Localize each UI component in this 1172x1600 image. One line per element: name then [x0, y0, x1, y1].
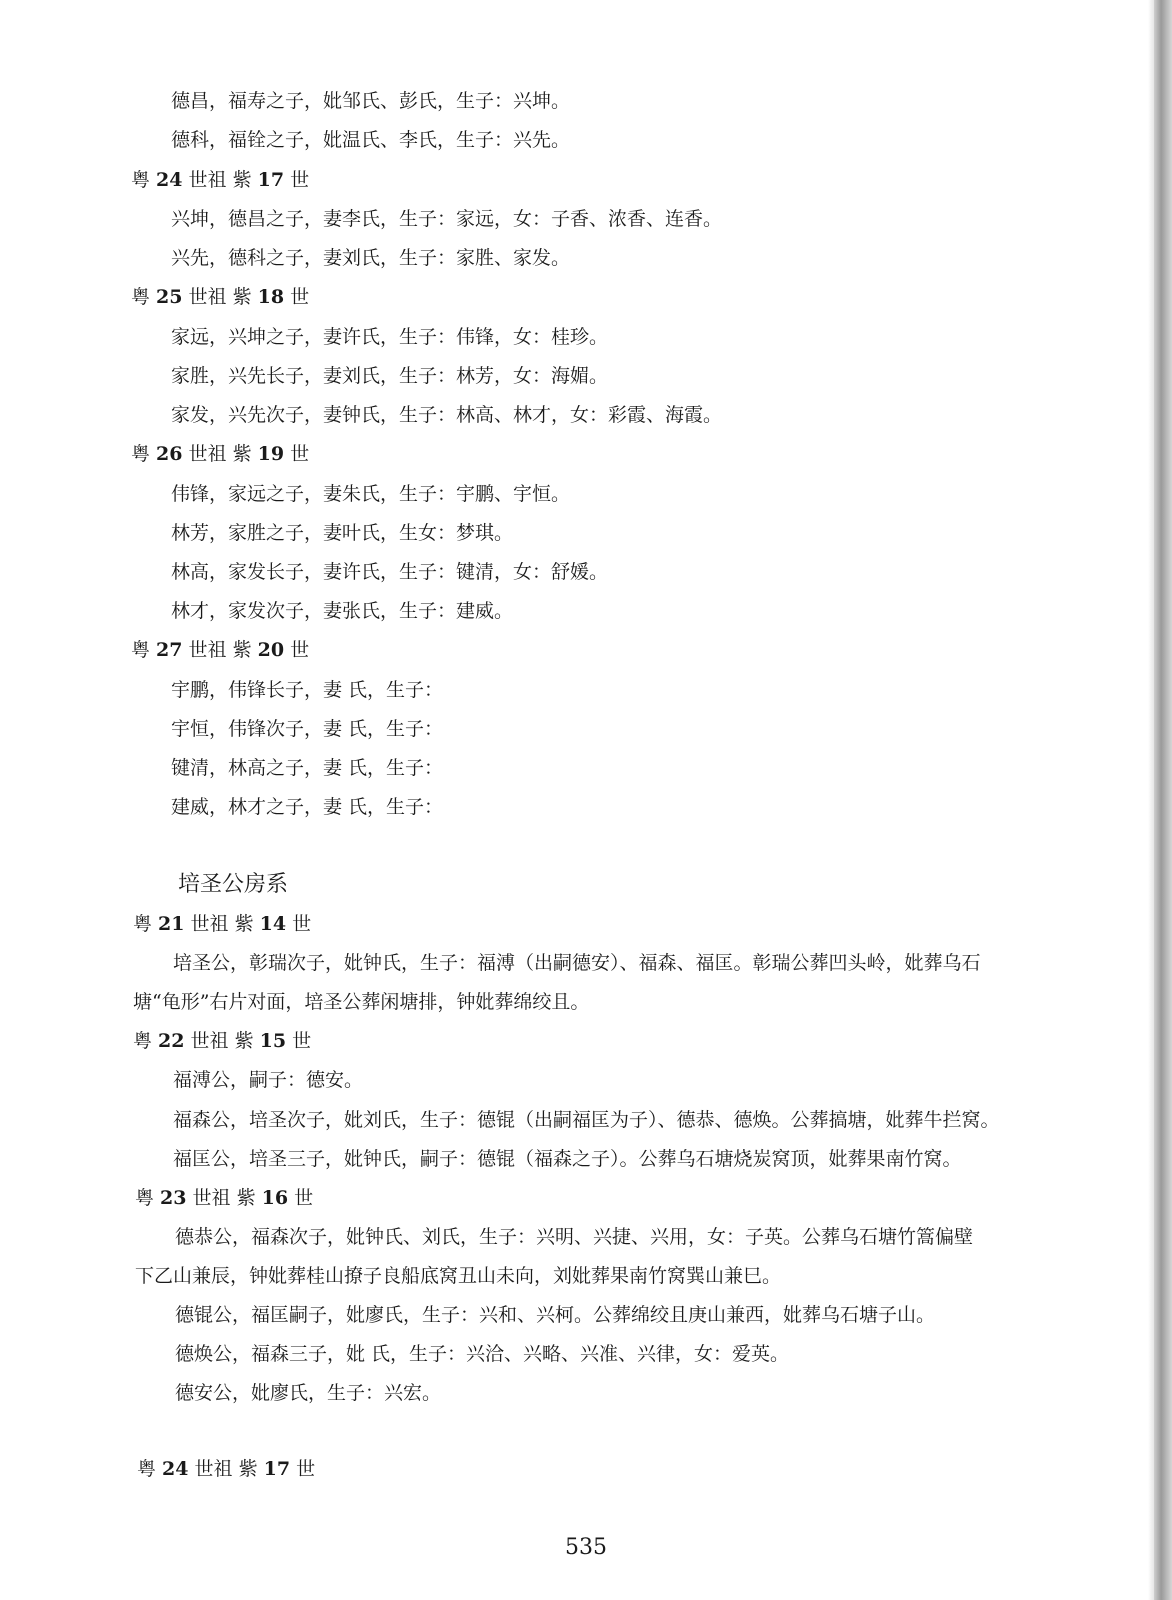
entry-line: 兴坤，德昌之子，妻李氏，生子：家远，女：子香、浓香、连香。 [171, 208, 723, 230]
entry-line: 培圣公，彰瑞次子，妣钟氏，生子：福溥（出嗣德安）、福森、福匡。彰瑞公葬凹头岭，妣葬乌石 [173, 952, 981, 974]
entry-line: 林才，家发次子，妻张氏，生子：建威。 [171, 600, 514, 622]
entry-line: 德焕公，福森三子，妣 氏，生子：兴洽、兴略、兴准、兴律，女：爱英。 [175, 1343, 790, 1365]
entry-line: 宇鹏，伟锋长子，妻 氏，生子： [171, 679, 444, 701]
generation-heading: 粤 22 世祖 紫 15 世 [133, 1030, 312, 1052]
entry-line: 德安公，妣廖氏，生子：兴宏。 [175, 1382, 442, 1404]
entry-line: 伟锋，家远之子，妻朱氏，生子：宇鹏、宇恒。 [171, 483, 571, 505]
generation-heading: 粤 25 世祖 紫 18 世 [131, 286, 310, 308]
entry-line: 林芳，家胜之子，妻叶氏，生女：梦琪。 [171, 522, 514, 544]
entry-line: 德恭公，福森次子，妣钟氏、刘氏，生子：兴明、兴捷、兴用，女：子英。公葬乌石塘竹篙偏壁 [175, 1226, 974, 1248]
entry-line: 兴先，德科之子，妻刘氏，生子：家胜、家发。 [171, 247, 571, 269]
entry-line: 下乙山兼辰，钟妣葬桂山撩子良船底窝丑山未向，刘妣葬果南竹窝巽山兼巳。 [135, 1265, 782, 1287]
entry-line: 宇恒，伟锋次子，妻 氏，生子： [171, 718, 444, 740]
entry-line: 福森公，培圣次子，妣刘氏，生子：德锟（出嗣福匡为子）、德恭、德焕。公葬搞塘，妣葬牛拦窝。 [173, 1109, 1000, 1131]
entry-line: 福匡公，培圣三子，妣钟氏，嗣子：德锟（福森之子）。公葬乌石塘烧炭窝顶，妣葬果南竹窝。 [173, 1148, 962, 1170]
scan-edge [1154, 0, 1172, 1600]
generation-heading: 粤 23 世祖 紫 16 世 [135, 1187, 314, 1209]
entry-line: 德锟公，福匡嗣子，妣廖氏，生子：兴和、兴柯。公葬绵绞且庚山兼西，妣葬乌石塘子山。 [175, 1304, 936, 1326]
entry-line: 家远，兴坤之子，妻许氏，生子：伟锋，女：桂珍。 [171, 326, 609, 348]
generation-heading: 粤 21 世祖 紫 14 世 [133, 913, 312, 935]
entry-line: 家胜，兴先长子，妻刘氏，生子：林芳，女：海媚。 [171, 365, 609, 387]
entry-line: 键清，林高之子，妻 氏，生子： [171, 757, 444, 779]
entry-line: 林高，家发长子，妻许氏，生子：键清，女：舒媛。 [171, 561, 609, 583]
section-title: 培圣公房系 [178, 872, 289, 897]
entry-line: 福溥公，嗣子：德安。 [173, 1069, 364, 1091]
entry-line: 塘“龟形”右片对面，培圣公葬闲塘排，钟妣葬绵绞且。 [133, 991, 590, 1013]
generation-heading: 粤 24 世祖 紫 17 世 [137, 1458, 316, 1480]
page-number: 535 [565, 1535, 607, 1560]
entry-line: 德科，福铨之子，妣温氏、李氏，生子：兴先。 [171, 129, 571, 151]
generation-heading: 粤 26 世祖 紫 19 世 [131, 443, 310, 465]
entry-line: 德昌，福寿之子，妣邹氏、彭氏，生子：兴坤。 [171, 90, 571, 112]
generation-heading: 粤 24 世祖 紫 17 世 [131, 169, 310, 191]
generation-heading: 粤 27 世祖 紫 20 世 [131, 639, 310, 661]
entry-line: 建威，林才之子，妻 氏，生子： [171, 796, 444, 818]
entry-line: 家发，兴先次子，妻钟氏，生子：林高、林才，女：彩霞、海霞。 [171, 404, 723, 426]
